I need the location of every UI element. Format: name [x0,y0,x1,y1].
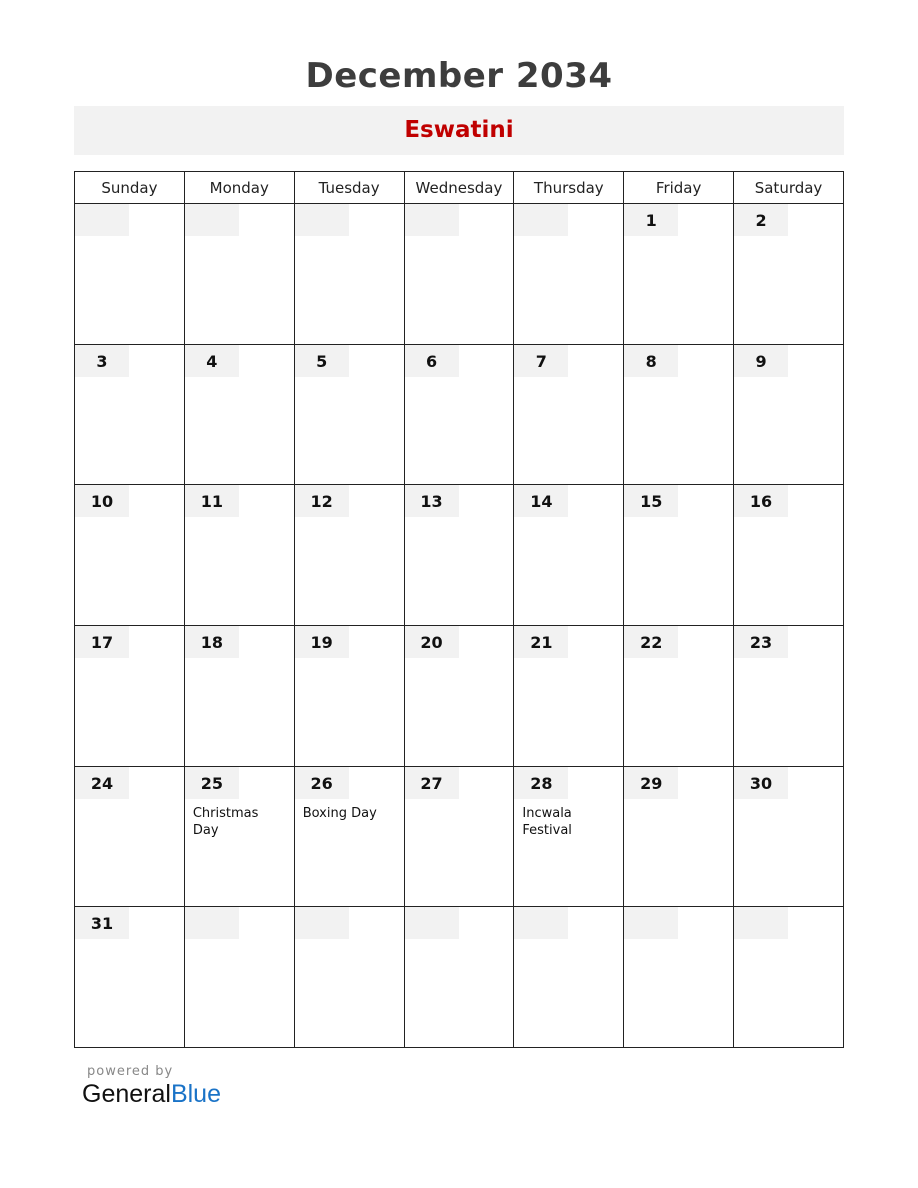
brand-general: General [82,1080,171,1108]
day-number [295,907,349,939]
day-number [514,907,568,939]
day-number: 29 [624,767,678,799]
day-cell[interactable] [294,344,404,485]
weekday-header: Thursday [514,172,624,204]
day-cell[interactable] [404,204,514,345]
weekday-header-row [75,172,844,204]
page-title: December 2034 [305,56,613,96]
day-number: 7 [514,345,568,377]
day-cell[interactable] [294,907,404,1048]
month-calendar [74,171,844,1048]
day-number: 27 [405,767,459,799]
day-cell[interactable] [404,625,514,766]
day-number: 5 [295,345,349,377]
day-number [75,204,129,236]
day-cell[interactable] [734,907,844,1048]
day-cell[interactable] [624,625,734,766]
day-number: 8 [624,345,678,377]
day-number: 31 [75,907,129,939]
day-cell[interactable] [294,625,404,766]
day-cell[interactable] [294,485,404,626]
week-row [75,485,844,626]
day-number: 11 [185,485,239,517]
day-cell[interactable] [75,485,185,626]
weekday-header: Tuesday [294,172,404,204]
day-cell[interactable] [514,204,624,345]
day-number [405,907,459,939]
week-row [75,625,844,766]
day-number: 21 [514,626,568,658]
day-cell[interactable] [734,344,844,485]
day-number: 26 [295,767,349,799]
week-row [75,344,844,485]
generalblue-logo[interactable] [82,1080,221,1109]
day-number: 16 [734,485,788,517]
holiday-label: Incwala Festival [522,805,572,838]
day-cell[interactable] [404,907,514,1048]
day-cell[interactable] [734,625,844,766]
country-name: Eswatini [404,117,514,143]
day-cell[interactable] [514,625,624,766]
day-cell[interactable] [624,344,734,485]
day-number [405,204,459,236]
country-banner [74,106,844,155]
day-number: 15 [624,485,678,517]
day-cell[interactable] [404,485,514,626]
week-row [75,204,844,345]
holiday-label: Boxing Day [302,805,377,821]
day-cell[interactable] [624,766,734,907]
day-number: 19 [295,626,349,658]
day-cell[interactable] [75,344,185,485]
day-number [295,204,349,236]
day-number [514,204,568,236]
day-cell[interactable] [75,907,185,1048]
day-number [734,907,788,939]
day-number: 22 [624,626,678,658]
day-number: 28 [514,767,568,799]
weekday-header: Monday [184,172,294,204]
day-cell[interactable] [624,204,734,345]
day-cell[interactable] [294,766,404,907]
day-cell[interactable] [734,766,844,907]
powered-by-label: powered by [87,1064,174,1079]
day-number [185,204,239,236]
holiday-label: Christmas Day [192,805,259,838]
day-cell[interactable] [404,344,514,485]
day-cell[interactable] [514,907,624,1048]
day-cell[interactable] [514,766,624,907]
day-cell[interactable] [514,485,624,626]
day-number: 18 [185,626,239,658]
week-row [75,766,844,907]
day-cell[interactable] [184,485,294,626]
weekday-header: Friday [624,172,734,204]
day-number: 13 [405,485,459,517]
day-cell[interactable] [624,485,734,626]
day-number: 12 [295,485,349,517]
day-number: 25 [185,767,239,799]
brand-blue: Blue [170,1080,221,1108]
day-number: 9 [734,345,788,377]
day-number: 30 [734,767,788,799]
day-number: 3 [75,345,129,377]
week-row [75,907,844,1048]
weekday-header: Saturday [734,172,844,204]
day-number [624,907,678,939]
day-cell[interactable] [404,766,514,907]
day-number: 1 [624,204,678,236]
day-cell[interactable] [624,907,734,1048]
day-number: 2 [734,204,788,236]
day-number: 20 [405,626,459,658]
day-cell[interactable] [184,625,294,766]
day-number: 14 [514,485,568,517]
day-cell[interactable] [75,204,185,345]
day-number [185,907,239,939]
day-cell[interactable] [75,625,185,766]
day-cell[interactable] [734,204,844,345]
day-cell[interactable] [514,344,624,485]
day-cell[interactable] [75,766,185,907]
day-number: 4 [185,345,239,377]
day-cell[interactable] [294,204,404,345]
day-number: 24 [75,767,129,799]
day-cell[interactable] [184,766,294,907]
day-cell[interactable] [184,204,294,345]
day-number: 6 [405,345,459,377]
day-number: 10 [75,485,129,517]
day-number: 17 [75,626,129,658]
day-cell[interactable] [184,907,294,1048]
day-number: 23 [734,626,788,658]
weekday-header: Wednesday [404,172,514,204]
weekday-header: Sunday [75,172,185,204]
day-cell[interactable] [734,485,844,626]
day-cell[interactable] [184,344,294,485]
